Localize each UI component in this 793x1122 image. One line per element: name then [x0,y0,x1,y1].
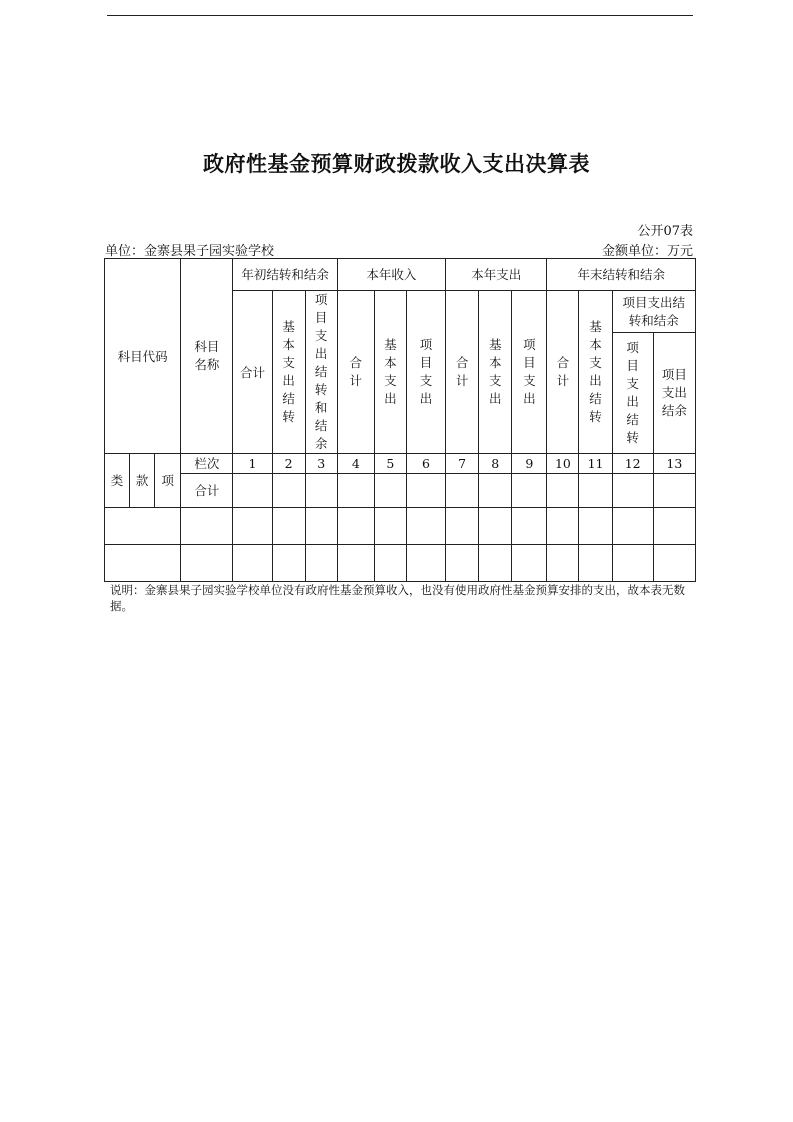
column-number: 2 [272,454,305,474]
table-cell [512,508,547,545]
table-cell [181,508,233,545]
table-cell [653,474,695,508]
table-cell [181,545,233,582]
table-cell [233,545,272,582]
table-cell [479,474,512,508]
closing-project-group-header: 项目支出结转和结余 [612,291,695,333]
table-cell [305,545,337,582]
table-cell [406,474,445,508]
table-cell [337,474,374,508]
opening-project-carry-header: 项目支出结转和结余 [305,291,337,454]
opening-total-header: 合计 [233,291,272,454]
table-cell [374,508,406,545]
table-cell [579,545,612,582]
closing-project-carry-header: 项目支出结转 [612,333,653,454]
class-header: 类 [105,454,130,508]
unit-label: 单位：金寨县果子园实验学校 [105,244,275,259]
closing-total-header: 合计 [547,291,579,454]
column-number: 1 [233,454,272,474]
column-number: 6 [406,454,445,474]
column-number-label: 栏次 [181,454,233,474]
column-number: 10 [547,454,579,474]
column-number: 11 [579,454,612,474]
table-cell [272,474,305,508]
table-cell [105,545,181,582]
group-header-closing: 年末结转和结余 [547,259,696,291]
table-cell [446,545,479,582]
group-header-opening: 年初结转和结余 [233,259,337,291]
group-header-income: 本年收入 [337,259,445,291]
subject-code-header: 科目代码 [105,259,181,454]
footnote: 说明：金寨县果子园实验学校单位没有政府性基金预算收入，也没有使用政府性基金预算安排的支出，故本表无数据。 [110,583,685,613]
group-header-expense: 本年支出 [446,259,547,291]
income-total-header: 合计 [337,291,374,454]
closing-basic-carry-header: 基本支出结转 [579,291,612,454]
table-cell [612,474,653,508]
income-project-header: 项目支出 [406,291,445,454]
table-cell [547,508,579,545]
table-code: 公开07表 [637,224,693,239]
expense-basic-header: 基本支出 [479,291,512,454]
table-cell [272,545,305,582]
table-cell [512,474,547,508]
table-cell [305,508,337,545]
table-cell [406,508,445,545]
expense-project-header: 项目支出 [512,291,547,454]
table-cell [105,508,181,545]
table-cell [579,474,612,508]
income-basic-header: 基本支出 [374,291,406,454]
column-number: 12 [612,454,653,474]
item-header: 项 [155,454,181,508]
section-header: 款 [130,454,155,508]
column-number: 4 [337,454,374,474]
table-cell [653,508,695,545]
table-cell [479,545,512,582]
column-number: 7 [446,454,479,474]
table-cell [653,545,695,582]
table-cell [579,508,612,545]
page-title: 政府性基金预算财政拨款收入支出决算表 [203,152,590,176]
budget-table [104,258,696,582]
table-cell [374,474,406,508]
subject-name-header: 科目名称 [181,259,233,454]
currency-unit: 金额单位：万元 [601,244,693,259]
column-number: 5 [374,454,406,474]
top-rule [107,15,693,16]
column-number: 13 [653,454,695,474]
table-cell [479,508,512,545]
table-cell [233,508,272,545]
table-cell [406,545,445,582]
table-cell [612,545,653,582]
table-cell [612,508,653,545]
table-cell [547,474,579,508]
column-number: 3 [305,454,337,474]
column-number: 9 [512,454,547,474]
table-cell [446,474,479,508]
table-cell [374,545,406,582]
table-cell [446,508,479,545]
table-cell [337,545,374,582]
table-cell [337,508,374,545]
table-cell [233,474,272,508]
closing-project-surplus-header: 项目支出结余 [653,333,695,454]
total-row-label: 合计 [181,474,233,508]
table-cell [272,508,305,545]
column-number: 8 [479,454,512,474]
table-cell [547,545,579,582]
table-cell [512,545,547,582]
expense-total-header: 合计 [446,291,479,454]
opening-basic-carry-header: 基本支出结转 [272,291,305,454]
table-cell [305,474,337,508]
